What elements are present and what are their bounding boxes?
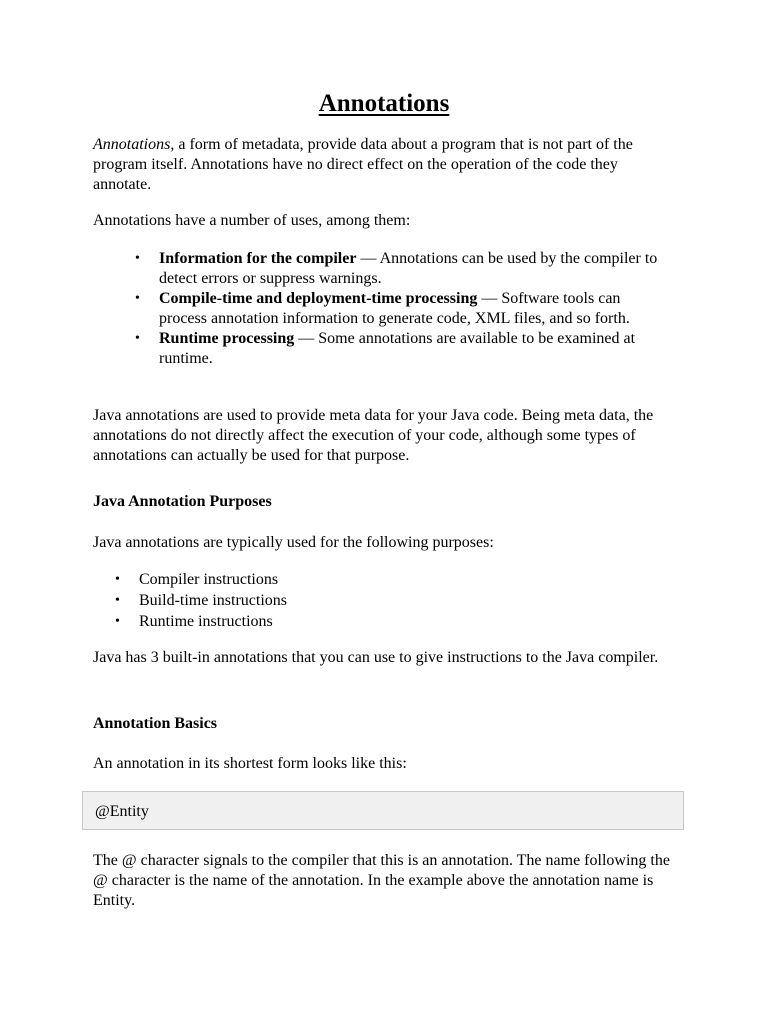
bullet-icon: •: [135, 331, 140, 346]
bullet-icon: •: [115, 572, 120, 587]
uses-list: [135, 249, 664, 369]
list-item-text: Build-time instructions: [139, 592, 287, 609]
list-item: [135, 249, 664, 289]
purposes-intro: Java annotations are typically used for the following purposes:: [93, 534, 494, 551]
code-example: @Entity: [95, 803, 149, 820]
basics-intro: An annotation in its shortest form looks like this:: [93, 755, 407, 772]
list-item-bold: Compile-time and deployment-time processing: [159, 290, 478, 307]
uses-intro: Annotations have a number of uses, among them:: [93, 212, 411, 229]
purposes-list: [115, 569, 539, 632]
list-item: [115, 569, 539, 590]
explanation-paragraph: The @ character signals to the compiler that this is an annotation. The name following the @ character is the name of the annotation. In the example above the annotation name is Entity.: [93, 852, 670, 909]
code-example-box: [82, 791, 684, 830]
intro-paragraph: [93, 135, 668, 195]
list-item-text: — Annotations can be used by the compiler to detect errors or suppress warnings.: [159, 250, 658, 287]
list-item-bold: Runtime processing: [159, 330, 295, 347]
list-item-text: Compiler instructions: [139, 571, 279, 588]
list-item: [135, 289, 664, 329]
bullet-icon: •: [115, 614, 120, 629]
basics-heading: Annotation Basics: [93, 715, 218, 732]
list-item-text: Runtime instructions: [139, 613, 273, 630]
bullet-icon: •: [135, 291, 140, 306]
intro-text: , a form of metadata, provide data about a program that is not part of the program itself. Annotations have no direct effect on the operation of the code they annotate.: [93, 136, 633, 193]
list-item-text: — Some annotations are available to be examined at runtime.: [159, 330, 636, 367]
purposes-heading: Java Annotation Purposes: [93, 493, 272, 510]
java-meta-paragraph: Java annotations are used to provide meta data for your Java code. Being meta data, the annotations do not directly affect the execution of your code, although some types of annotations can actually be used for that purpose.: [93, 407, 654, 464]
intro-italic-term: Annotations: [93, 136, 171, 153]
list-item-bold: Information for the compiler: [159, 250, 357, 267]
builtin-paragraph: Java has 3 built-in annotations that you can use to give instructions to the Java compiler.: [93, 649, 659, 666]
list-item-text: — Software tools can process annotation information to generate code, XML files, and so forth.: [159, 290, 630, 327]
list-item: [115, 590, 539, 611]
bullet-icon: •: [135, 251, 140, 266]
page-title: Annotations: [318, 90, 450, 117]
list-item: [115, 611, 539, 632]
bullet-icon: •: [115, 593, 120, 608]
list-item: [135, 329, 664, 369]
